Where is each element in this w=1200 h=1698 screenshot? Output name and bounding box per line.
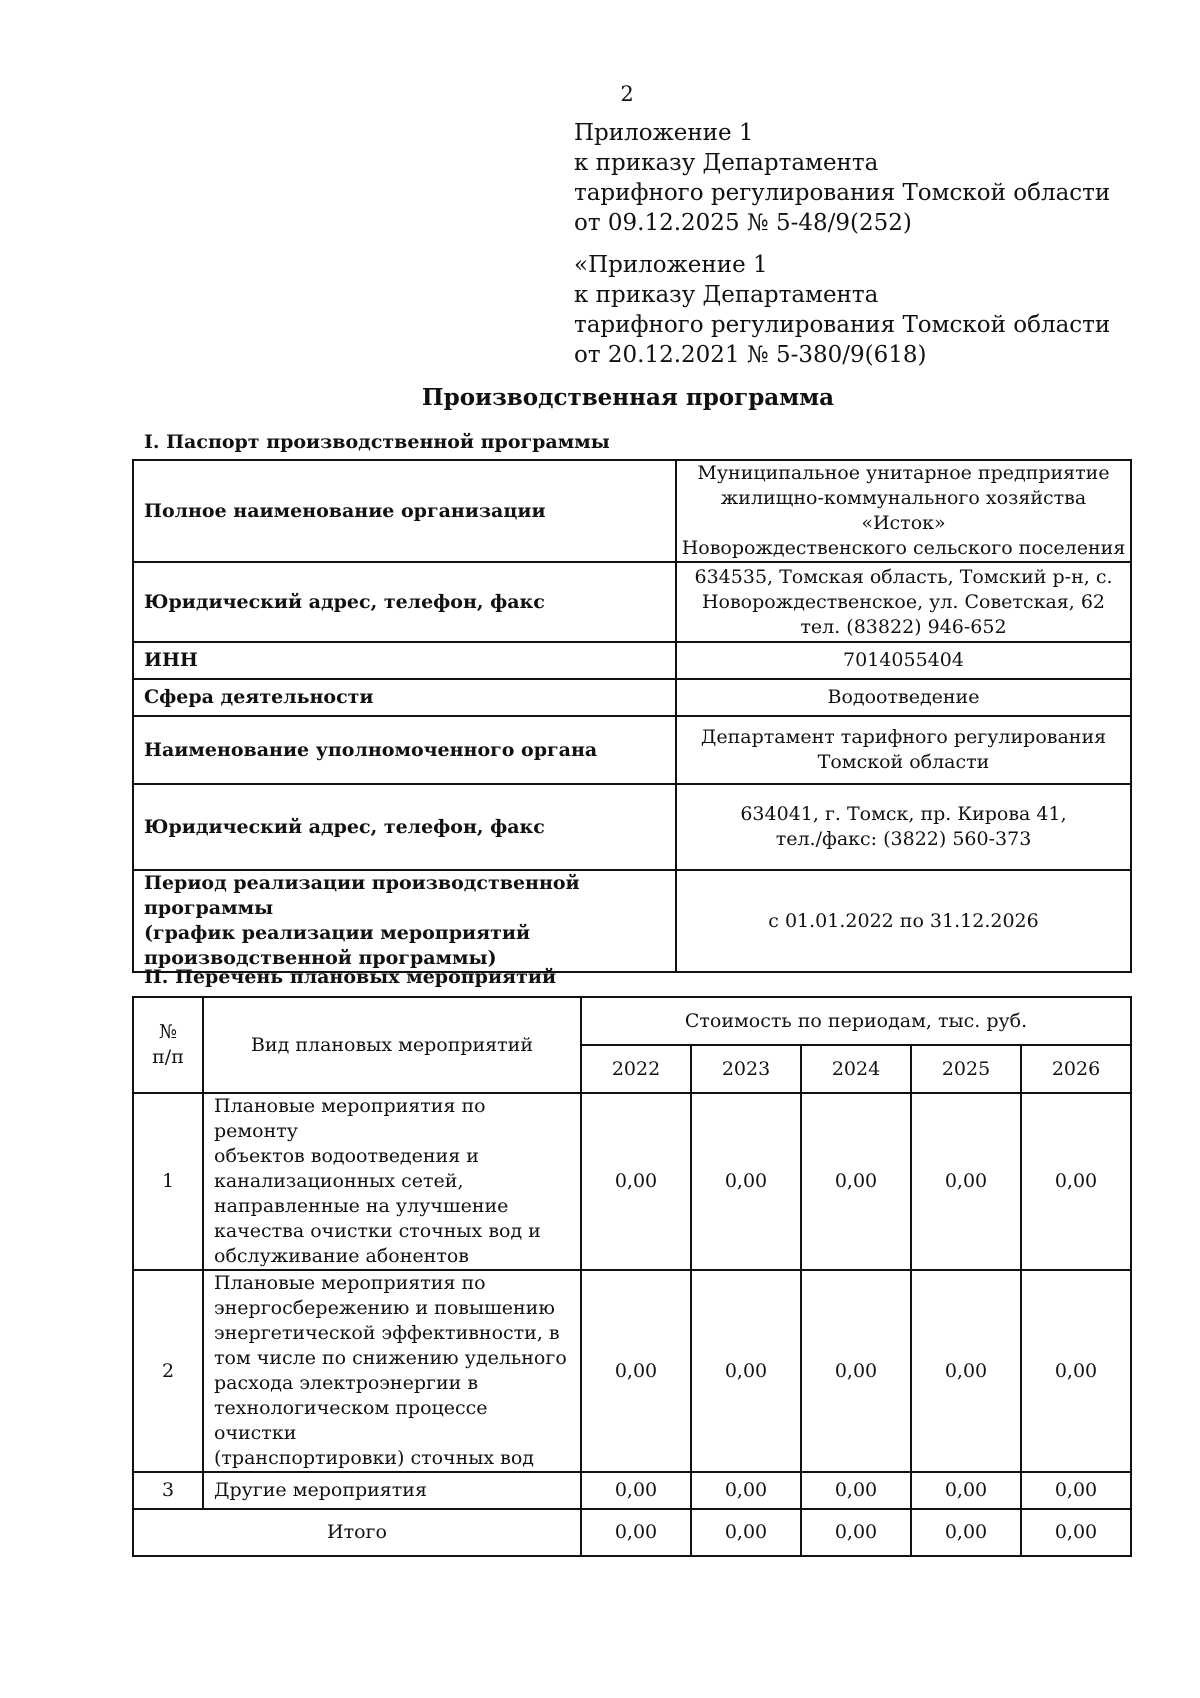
section-1-title: I. Паспорт производственной программы — [144, 431, 610, 453]
activity-line: качества очистки сточных вод и — [214, 1220, 541, 1242]
row-value — [676, 784, 1131, 870]
cost-cell: 0,00 — [581, 1472, 691, 1509]
header-line: п/п — [152, 1046, 184, 1068]
table-header-row — [133, 997, 1131, 1045]
cost-cell: 0,00 — [581, 1270, 691, 1472]
row-activity: Другие мероприятия — [203, 1472, 581, 1509]
appendix-line: «Приложение 1 — [574, 252, 768, 278]
cost-cell: 0,00 — [691, 1270, 801, 1472]
cost-cell: 0,00 — [911, 1270, 1021, 1472]
table-row — [133, 562, 1131, 642]
value-line: 634041, г. Томск, пр. Кирова 41, — [740, 803, 1067, 825]
row-label: ИНН — [133, 642, 676, 679]
row-value: Водоотведение — [676, 679, 1131, 716]
activity-line: (транспортировки) сточных вод — [214, 1447, 534, 1469]
row-value: с 01.01.2022 по 31.12.2026 — [676, 870, 1131, 972]
column-header-cost: Стоимость по периодам, тыс. руб. — [581, 997, 1131, 1045]
row-value — [676, 562, 1131, 642]
table-row — [133, 460, 1131, 562]
passport-table — [132, 459, 1132, 973]
row-label: Юридический адрес, телефон, факс — [133, 784, 676, 870]
table-row — [133, 716, 1131, 784]
row-activity — [203, 1093, 581, 1270]
activity-line: Плановые мероприятия по ремонту — [214, 1095, 486, 1142]
total-cell: 0,00 — [691, 1509, 801, 1556]
row-number: 3 — [133, 1472, 203, 1509]
label-line: Период реализации производственной программы — [144, 872, 580, 919]
table-row — [133, 1472, 1131, 1509]
appendix-line: к приказу Департамента — [574, 150, 879, 176]
value-line: Департамент тарифного регулирования — [700, 726, 1107, 748]
appendix-header-current — [574, 118, 1110, 238]
planned-activities-table — [132, 996, 1132, 1557]
table-row — [133, 870, 1131, 972]
cost-cell: 0,00 — [1021, 1270, 1131, 1472]
activity-line: энергетической эффективности, в — [214, 1322, 560, 1344]
appendix-line: от 09.12.2025 № 5-48/9(252) — [574, 210, 912, 236]
table-row — [133, 642, 1131, 679]
cost-cell: 0,00 — [691, 1472, 801, 1509]
total-label: Итого — [133, 1509, 581, 1556]
label-line: (график реализации мероприятий — [144, 922, 531, 944]
header-line: № — [159, 1021, 177, 1043]
row-label: Сфера деятельности — [133, 679, 676, 716]
appendix-line: Приложение 1 — [574, 120, 754, 146]
cost-cell: 0,00 — [801, 1472, 911, 1509]
appendix-header-original — [574, 250, 1110, 370]
value-line: тел. (83822) 946-652 — [800, 615, 1007, 638]
activity-line: обслуживание абонентов — [214, 1245, 469, 1267]
row-label: Полное наименование организации — [133, 460, 676, 562]
total-cell: 0,00 — [801, 1509, 911, 1556]
cost-cell: 0,00 — [1021, 1472, 1131, 1509]
cost-cell: 0,00 — [581, 1093, 691, 1270]
activity-line: объектов водоотведения и — [214, 1145, 479, 1167]
row-value — [676, 460, 1131, 562]
table-total-row — [133, 1509, 1131, 1556]
row-number: 2 — [133, 1270, 203, 1472]
table-row — [133, 679, 1131, 716]
row-value — [676, 716, 1131, 784]
table-row — [133, 784, 1131, 870]
activity-line: энергосбережению и повышению — [214, 1297, 555, 1319]
appendix-line: тарифного регулирования Томской области — [574, 180, 1111, 206]
activity-line: том числе по снижению удельного — [214, 1347, 567, 1369]
row-number: 1 — [133, 1093, 203, 1270]
appendix-line: от 20.12.2021 № 5-380/9(618) — [574, 342, 927, 368]
column-header-year: 2022 — [581, 1045, 691, 1093]
row-label — [133, 870, 676, 972]
cost-cell: 0,00 — [911, 1472, 1021, 1509]
value-line: Новорождественское, ул. Советская, 62 — [701, 590, 1106, 613]
activity-line: канализационных сетей, — [214, 1170, 464, 1192]
value-line: Томской области — [817, 751, 990, 773]
column-header-activity: Вид плановых мероприятий — [203, 997, 581, 1093]
total-cell: 0,00 — [911, 1509, 1021, 1556]
cost-cell: 0,00 — [691, 1093, 801, 1270]
page-number: 2 — [620, 82, 634, 106]
column-header-year: 2026 — [1021, 1045, 1131, 1093]
column-header-year: 2024 — [801, 1045, 911, 1093]
value-line: Новорождественского сельского поселения — [681, 537, 1126, 559]
cost-cell: 0,00 — [911, 1093, 1021, 1270]
cost-cell: 0,00 — [801, 1093, 911, 1270]
activity-line: технологическом процессе очистки — [214, 1397, 488, 1444]
row-label: Наименование уполномоченного органа — [133, 716, 676, 784]
label-line: производственной программы) — [144, 947, 497, 969]
row-value: 7014055404 — [676, 642, 1131, 679]
document-title: Производственная программа — [421, 384, 835, 411]
appendix-line: к приказу Департамента — [574, 282, 879, 308]
column-header-number — [133, 997, 203, 1093]
total-cell: 0,00 — [1021, 1509, 1131, 1556]
column-header-year: 2025 — [911, 1045, 1021, 1093]
value-line: 634535, Томская область, Томский р-н, с. — [694, 565, 1113, 588]
row-activity — [203, 1270, 581, 1472]
cost-cell: 0,00 — [801, 1270, 911, 1472]
activity-line: Плановые мероприятия по — [214, 1272, 486, 1294]
total-cell: 0,00 — [581, 1509, 691, 1556]
row-label: Юридический адрес, телефон, факс — [133, 562, 676, 642]
table-row — [133, 1270, 1131, 1472]
table-row — [133, 1093, 1131, 1270]
cost-cell: 0,00 — [1021, 1093, 1131, 1270]
section-2-title: II. Перечень плановых мероприятий — [144, 966, 557, 988]
column-header-year: 2023 — [691, 1045, 801, 1093]
activity-line: направленные на улучшение — [214, 1195, 509, 1217]
value-line: жилищно-коммунального хозяйства «Исток» — [720, 487, 1087, 534]
activity-line: расхода электроэнергии в — [214, 1372, 479, 1394]
appendix-line: тарифного регулирования Томской области — [574, 312, 1111, 338]
value-line: Муниципальное унитарное предприятие — [697, 462, 1110, 484]
value-line: тел./факс: (3822) 560-373 — [775, 828, 1032, 850]
